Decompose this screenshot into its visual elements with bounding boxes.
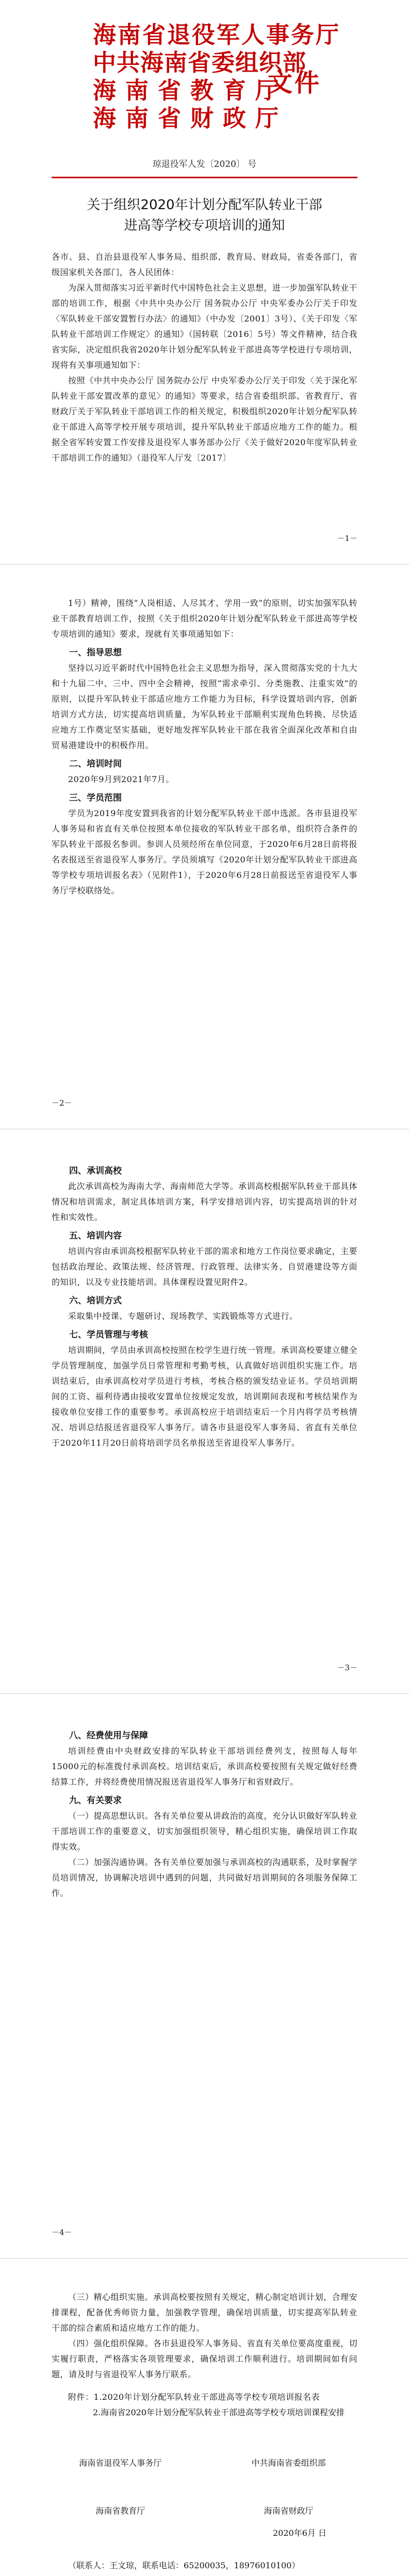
issuer-name: 海南省退役军人事务厅 — [93, 21, 341, 48]
document-page-1 — [0, 0, 409, 565]
document-page-3 — [0, 1129, 409, 1694]
signatory: 海南省财政厅 — [264, 2506, 314, 2516]
section-text: 2020年9月到2021年7月。 — [68, 774, 174, 784]
greeting: 各市、县、自治县退役军人事务局、组织部、教育局、财政局，省委各部门，省级国家机关各部门，各人民团体： — [52, 252, 357, 277]
issuer-name: 海南省教育厅 — [93, 77, 288, 104]
section-heading: 二、培训时间 — [69, 759, 122, 769]
title-line: 关于组织2020年计划分配军队转业干部 — [87, 197, 322, 213]
annex-item[interactable]: 1.2020年计划分配军队转业干部进高等学校专项培训报名表 — [93, 2392, 320, 2402]
requirement-item: （二）加强沟通协调。各有关单位要加强与承训高校的沟通联系，及时掌握学员培训情况，协调解决培训中遇到的问题，共同做好培训期间的各项服务保障工作。 — [52, 1857, 358, 1898]
signatory: 海南省退役军人事务厅 — [79, 2458, 162, 2468]
section-heading: 九、有关要求 — [69, 1795, 122, 1806]
page-number: －3－ — [337, 1663, 357, 1672]
document-type-label: 文件 — [267, 69, 321, 97]
requirement-item: （三）精心组织实施。承训高校要按照有关规定，精心制定培训计划，合理安排课程，配备优秀师资力量，加强教学管理，确保培训质量，切实提高军队转业干部的综合素质和适应地方工作的能力。 — [52, 2292, 358, 2333]
body-paragraph: 按照《中共中央办公厅 国务院办公厅 中央军委办公厅关于印发〈关于深化军队转业干部安置改革的意见〉的通知》等要求，结合省委组织部、省教育厅、省财政厅关于军队转业干部培训工作的相关规定，积极组织2020年计划分配军队转业干部进入高等学校开展专项培训，提升军队转业干部适应地方工作的能力。根据全省军转安置工作安排及退役军人事务部办公厅《关于做好2020年度军队转业干部培训工作的通知》（退役军人厅发〔2017〕 — [52, 376, 357, 463]
requirement-item: （一）提高思想认识。各有关单位要从讲政治的高度，充分认识做好军队转业干部培训工作的重要意义，切实加强组织领导，精心组织实施，确保培训工作取得实效。 — [52, 1811, 358, 1852]
issuer-name: 海南省财政厅 — [93, 105, 288, 132]
body-paragraph: 1号）精神，围绕“人岗相适、人尽其才、学用一致”的原则，切实加强军队转业干部教育培训工作，按照《关于组织2020年计划分配军队转业干部进高等学校专项培训的通知》要求，现就有关事项通知如下： — [52, 598, 357, 639]
section-text: 培训期间，学员由承训高校按照在校学生进行统一管理。承训高校要建立健全学员管理制度，加强学员日常管理和考勤考核，认真做好培训组织实施工作。培训结束后，由承训高校对学员进行考核，考核合格的颁发结业证书。学员培训期间的工资、福利待遇由接收安置单位按规定发放，培训期间表现和考核结果作为接收单位安排工作的重要参考。承训高校应于培训结束后一个月内将学员考核情况、培训总结报送省退役军人事务厅。请各市县退役军人事务局、省直有关单位于2020年11月20日前将培训学员名单报送至省退役军人事务厅。 — [52, 1345, 358, 1448]
document-page-4 — [0, 1694, 409, 2259]
red-divider — [52, 177, 357, 178]
document-number: 琼退役军人发〔2020〕 号 — [152, 159, 257, 170]
section-text: 采取集中授课、专题研讨、现场教学、实践锻炼等方式进行。 — [68, 1311, 298, 1321]
issue-date: 2020年6月 日 — [273, 2528, 326, 2538]
page-number: －2－ — [52, 1098, 72, 1108]
requirement-item: （四）强化组织保障。各市县退役军人事务局、省直有关单位要高度重视，切实履行职责，严格落实各项管理要求，确保培训工作顺利进行。培训期间如有问题，请及时与省退役军人事务厅联系。 — [52, 2338, 358, 2379]
page-number: －1－ — [337, 534, 357, 543]
body-paragraph: 为深入贯彻落实习近平新时代中国特色社会主义思想，进一步加强军队转业干部的培训工作，根据《中共中央办公厅 国务院办公厅 中央军委办公厅关于印发〈军队转业干部安置暂行办法〉的通知》（中办发〔2001〕3号）、《关于印发〈军队转业干部培训工作规定〉的通知》（国转联〔2016〕5号）等文件精神，结合我省实际，决定组织我省2020年计划分配军队转业干部进高等学校进行专项培训，现将有关事项通知如下： — [52, 283, 358, 370]
document-title — [52, 195, 357, 236]
section-text: 坚持以习近平新时代中国特色社会主义思想为指导，深入贯彻落实党的十九大和十九届二中、三中、四中全会精神，按照“需求牵引、分类施教、注重实效”的原则，以提升军队转业干部适应地方工作能力为目标，科学设置培训内容，创新培训方式方法，切实提高培训质量，为军队转业干部顺利实现角色转换、尽快适应地方工作奠定坚实基础，更好地发挥军队转业干部在我省全面深化改革和自由贸易港建设中的积极作用。 — [52, 663, 358, 750]
title-line: 进高等学校专项培训的通知 — [124, 218, 285, 233]
signature-row — [52, 2504, 357, 2516]
annex-label: 附件： — [68, 2392, 94, 2402]
section-text: 学员为2019年度安置到我省的计划分配军队转业干部中选派。各市县退役军人事务局和省直有关单位按照本单位接收的军队转业干部名单，组织符合条件的军队转业干部报名参训。参训人员须经所在单位同意，于2020年6月28日前将报名表报送至省退役军人事务厅。学员须填写《2020年计划分配军队转业干部进高等学校专项培训报名表》（见附件1），于2020年6月28日前报送至省退役军人事务厅学校联络处。 — [52, 808, 357, 895]
section-text: 培训内容由承训高校根据军队转业干部的需求和地方工作岗位要求确定，主要包括政治理论、政策法规、经济管理、行政管理、法律实务、自贸港建设等方面的知识，以及专业技能培训。具体课程设置见附件2。 — [52, 1246, 358, 1287]
section-text: 培训经费由中央财政安排的军队转业干部培训经费列支，按照每人每年15000元的标准拨付承训高校。培训结束后，承训高校要按照有关规定做好经费结算工作，并将经费使用情况报送省退役军人事务厅和省财政厅。 — [52, 1746, 357, 1787]
section-text: 此次承训高校为海南大学、海南师范大学等。承训高校根据军队转业干部具体情况和培训需求，制定具体培训方案，科学安排培训内容，切实提高培训的针对性和实效性。 — [52, 1181, 358, 1222]
signature-row — [52, 2456, 357, 2468]
section-heading: 五、培训内容 — [69, 1231, 122, 1241]
issuer-name: 中共海南省委组织部 — [93, 49, 307, 76]
section-heading: 一、指导思想 — [69, 648, 122, 658]
document-page-5 — [0, 2259, 409, 2576]
document-header — [52, 0, 357, 134]
annex-item[interactable]: 2.海南省2020年计划分配军队转业干部进高等学校专项培训课程安排 — [93, 2408, 345, 2417]
contact-info: （联系人：王文琼，联系电话：65200035，18976010100） — [68, 2561, 300, 2570]
section-heading: 三、学员范围 — [69, 793, 122, 803]
section-heading: 八、经费使用与保障 — [69, 1731, 148, 1741]
page-number: －4－ — [52, 2228, 72, 2237]
document-page-2 — [0, 565, 409, 1129]
signatory: 海南省教育厅 — [95, 2506, 145, 2516]
section-heading: 四、承训高校 — [69, 1166, 122, 1176]
section-heading: 七、学员管理与考核 — [69, 1330, 148, 1340]
annex-list — [52, 2389, 357, 2405]
signatory: 中共海南省委组织部 — [251, 2458, 326, 2468]
section-heading: 六、培训方式 — [69, 1296, 122, 1306]
